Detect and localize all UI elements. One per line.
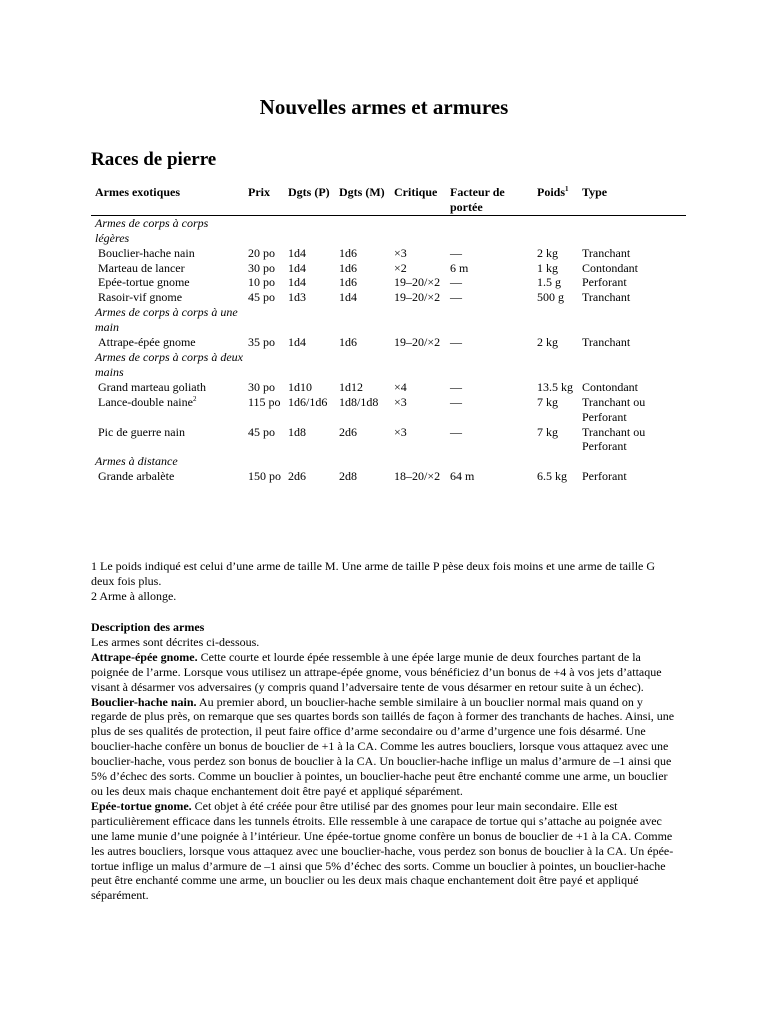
range-cell: 64 m [450,469,475,484]
damage-medium-cell: 1d6 [339,245,357,260]
table-row [91,425,686,455]
weight-cell: 2 kg [537,335,558,350]
table-header-row [91,185,686,215]
weight-cell: 13.5 kg [537,379,573,394]
range-cell: — [450,335,462,350]
col-header-range: Facteur de portée [450,185,505,214]
category-label: Armes de corps à corps légères [95,215,209,245]
description-entry: Attrape-épée gnome. Cette courte et lourde épée ressemble à une épée large munie de deux fourches partant de la poignée de l’arme. Lorsque vous utilisez un attrape-épée gnome, vous bénéficiez d’un bonus de +4 à vos jets d’attaque visant à désarmer vos adversaires (y compris quand l’adversaire tente de vous désarmer en retour suite à un échec). [91,649,662,694]
category-label: Armes de corps à corps à une main [95,305,238,335]
empty-cell [578,215,686,245]
weapon-name-cell: Epée-tortue gnome [98,275,190,290]
damage-medium-cell: 1d6 [339,335,357,350]
weight-cell: 500 g [537,290,564,305]
damage-small-cell: 1d6/1d6 [288,394,328,409]
empty-cell [578,305,686,335]
damage-small-cell: 1d8 [288,424,306,439]
range-cell: — [450,424,462,439]
weapon-name-cell: Attrape-épée gnome [98,335,196,350]
damage-small-cell: 1d4 [288,335,306,350]
empty-cell [578,350,686,380]
critical-cell: 19–20/×2 [394,335,441,350]
category-label: Armes à distance [95,454,178,469]
weight-cell: 1.5 g [537,275,561,290]
category-row [91,454,686,469]
critical-cell: ×3 [394,245,407,260]
section-title: Races de pierre [91,149,217,170]
description-heading: Description des armes [91,620,205,634]
weapon-name-cell: Rasoir-vif gnome [98,290,183,305]
type-cell: Tranchant [582,245,631,260]
weapon-name-cell: Grand marteau goliath [98,379,206,394]
col-header-damage-medium: Dgts (M) [339,185,385,199]
page-title: Nouvelles armes et armures [259,95,509,119]
col-header-name: Armes exotiques [95,185,180,199]
range-cell: — [450,275,462,290]
empty-cell [533,454,578,469]
category-label: Armes de corps à corps à deux mains [95,349,243,379]
empty-cell [284,454,335,469]
damage-medium-cell: 2d8 [339,469,357,484]
col-header-price: Prix [248,185,270,199]
footnote-2: 2 Arme à allonge. [91,588,177,603]
type-cell: Contondant [582,379,638,394]
price-cell: 45 po [248,290,275,305]
empty-cell [335,215,390,245]
description-intro: Les armes sont décrites ci-dessous. [91,634,260,649]
empty-cell [284,305,335,335]
critical-cell: 19–20/×2 [394,275,441,290]
table-row [91,335,686,350]
empty-cell [335,454,390,469]
empty-cell [244,454,284,469]
table-row [91,290,686,305]
range-cell: — [450,394,462,409]
damage-small-cell: 1d4 [288,260,306,275]
table-row [91,246,686,261]
empty-cell [244,350,284,380]
weapon-name-cell: Bouclier-hache nain [98,245,195,260]
description-entry: Bouclier-hache nain. Au premier abord, un bouclier-hache semble similaire à un bouclier normal mais quand on y regarde de plus près, on remarque que ses quartes bords son taillés de façon à former des tranchants de haches. Ainsi, une plus de ses qualités de protection, il peut faire office d’arme secondaire ou d’arme d’urgence une fois désarmé. Une bouclier-hache confère un bonus de bouclier de +1 à la CA. Comme les autres boucliers, lorsque vous attaquez avec une bouclier-hache, vous perdez son bonus de bouclier à la CA. Un bouclier-hache inflige un malus d’armure de –1 ainsi que 5% d’échec des sorts. Comme un bouclier à pointes, un bouclier-hache peut être enchanté comme une arme, un bouclier ou les deux mais chaque enchantement doit être payé et appliqué séparément. [91,694,675,798]
footnotes [91,559,681,604]
range-cell: — [450,379,462,394]
category-row [91,215,686,245]
critical-cell: ×4 [394,379,407,394]
empty-cell [390,305,446,335]
type-cell: Tranchant [582,335,631,350]
type-cell: Contondant [582,260,638,275]
empty-cell [533,350,578,380]
col-header-weight: Poids$^1$ [537,185,569,199]
empty-cell [335,350,390,380]
category-row [91,305,686,335]
range-cell: — [450,290,462,305]
damage-medium-cell: 1d6 [339,275,357,290]
price-cell: 45 po [248,424,275,439]
empty-cell [533,215,578,245]
damage-medium-cell: 1d4 [339,290,357,305]
weight-cell: 6.5 kg [537,469,567,484]
empty-cell [284,215,335,245]
empty-cell [244,215,284,245]
damage-small-cell: 1d4 [288,245,306,260]
range-cell: 6 m [450,260,469,275]
weight-cell: 2 kg [537,245,558,260]
damage-small-cell: 2d6 [288,469,306,484]
table-row [91,261,686,276]
empty-cell [446,215,533,245]
critical-cell: ×2 [394,260,407,275]
table-row [91,380,686,395]
weapon-name-cell: Lance-double naine$^2$ [98,394,197,409]
category-row [91,350,686,380]
damage-small-cell: 1d4 [288,275,306,290]
type-cell: Tranchant [582,290,631,305]
table-row [91,395,686,425]
col-header-damage-small: Dgts (P) [288,185,330,199]
weight-cell: 7 kg [537,394,558,409]
damage-small-cell: 1d3 [288,290,306,305]
price-cell: 20 po [248,245,275,260]
price-cell: 35 po [248,335,275,350]
description-entry: Epée-tortue gnome. Cet objet à été créée pour être utilisé par des gnomes pour leur main secondaire. Elle est particulièrement efficace dans les tunnels étroits. Elle ressemble à une carapace de tortue qui s’attache au poignée avec une lame munie d’une poignée à l’intérieur. Une épée-tortue gnome confère un bonus de bouclier de +1 à la CA. Comme les autres boucliers, lorsque vous attaquez avec une bouclier-hache, vous perdez son bonus de bouclier à la CA. Un épée-tortue inflige un malus d’armure de –1 ainsi que 5% d’échec des sorts. Comme un bouclier à pointes, un bouclier-hache peut être enchanté comme une arme, un bouclier ou les deux mais chaque enchantement doit être payé et appliqué séparément. [91,798,674,903]
type-cell: Perforant [582,469,627,484]
damage-medium-cell: 1d8/1d8 [339,394,379,409]
weapon-name-cell: Marteau de lancer [98,260,185,275]
type-cell: Tranchant ou Perforant [582,394,646,424]
damage-small-cell: 1d10 [288,379,312,394]
weapon-descriptions [91,620,681,903]
empty-cell [533,305,578,335]
price-cell: 30 po [248,260,275,275]
weapons-table [91,185,686,484]
damage-medium-cell: 1d12 [339,379,363,394]
empty-cell [284,350,335,380]
empty-cell [578,454,686,469]
empty-cell [390,454,446,469]
table-row [91,275,686,290]
weapon-name-cell: Grande arbalète [98,469,175,484]
critical-cell: 19–20/×2 [394,290,441,305]
empty-cell [390,350,446,380]
critical-cell: ×3 [394,394,407,409]
price-cell: 150 po [248,469,281,484]
footnote-1: 1 Le poids indiqué est celui d’une arme de taille M. Une arme de taille P pèse deux fois moins et une arme de taille G deux fois plus. [91,559,656,588]
empty-cell [390,215,446,245]
price-cell: 115 po [248,394,281,409]
empty-cell [446,454,533,469]
table-body [91,215,686,484]
table-row [91,469,686,484]
weapon-name-cell: Pic de guerre nain [98,424,185,439]
critical-cell: ×3 [394,424,407,439]
empty-cell [446,350,533,380]
weight-cell: 1 kg [537,260,558,275]
weight-cell: 7 kg [537,424,558,439]
empty-cell [335,305,390,335]
price-cell: 30 po [248,379,275,394]
damage-medium-cell: 1d6 [339,260,357,275]
empty-cell [244,305,284,335]
empty-cell [446,305,533,335]
price-cell: 10 po [248,275,275,290]
col-header-type: Type [582,185,608,199]
col-header-critical: Critique [394,185,438,199]
type-cell: Perforant [582,275,627,290]
damage-medium-cell: 2d6 [339,424,357,439]
type-cell: Tranchant ou Perforant [582,424,646,454]
critical-cell: 18–20/×2 [394,469,441,484]
range-cell: — [450,245,462,260]
